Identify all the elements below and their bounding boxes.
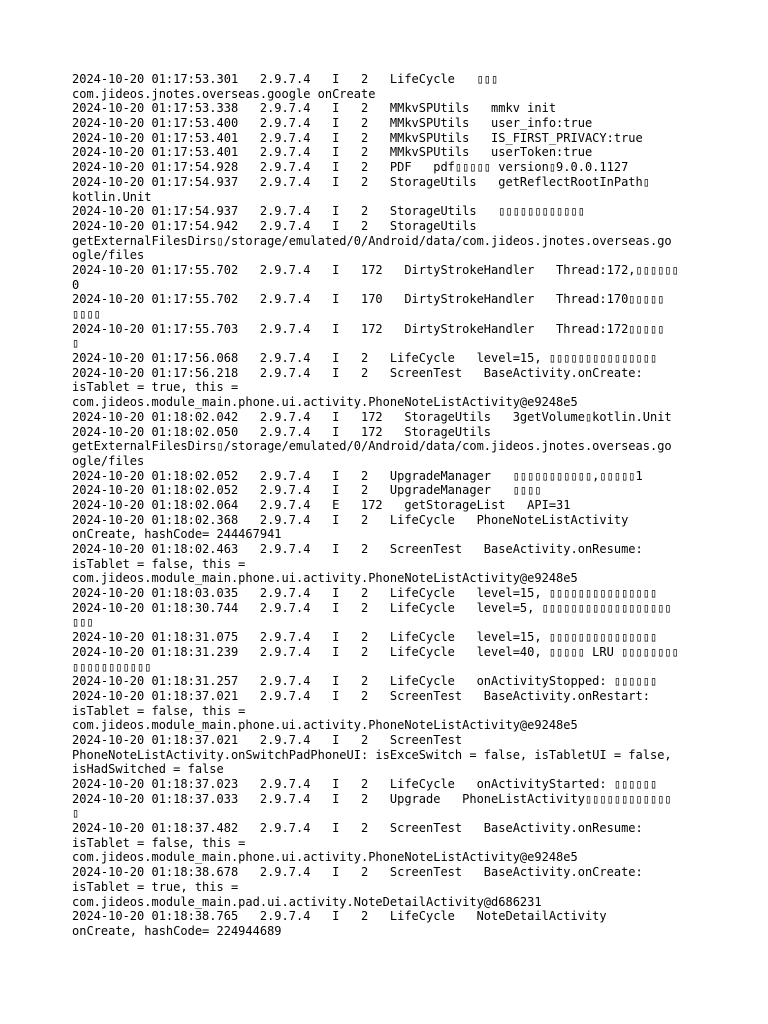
log-line: com.jideos.module_main.phone.ui.activity.PhoneNoteListActivity@e9248e5	[72, 571, 578, 586]
log-line: 2024-10-20 01:17:56.068 2.9.7.4 I 2 LifeCycle level=15, ▯▯▯▯▯▯▯▯▯▯▯▯▯▯▯	[72, 351, 658, 366]
log-line: 2024-10-20 01:18:31.075 2.9.7.4 I 2 LifeCycle level=15, ▯▯▯▯▯▯▯▯▯▯▯▯▯▯▯	[72, 630, 658, 645]
log-line: 2024-10-20 01:18:31.239 2.9.7.4 I 2 LifeCycle level=40, ▯▯▯▯▯ LRU ▯▯▯▯▯▯▯▯	[72, 644, 679, 659]
log-line: ▯▯▯	[72, 615, 94, 630]
log-line: 2024-10-20 01:18:38.765 2.9.7.4 I 2 LifeCycle NoteDetailActivity	[72, 909, 607, 924]
log-line: ogle/files	[72, 453, 145, 468]
log-line: ▯	[72, 336, 80, 351]
log-line: isTablet = false, this =	[72, 556, 246, 571]
log-line: com.jideos.module_main.phone.ui.activity.PhoneNoteListActivity@e9248e5	[72, 850, 578, 865]
log-line: onCreate, hashCode= 224944689	[72, 923, 282, 938]
log-line: 2024-10-20 01:18:02.052 2.9.7.4 I 2 UpgradeManager ▯▯▯▯▯▯▯▯▯▯▯,▯▯▯▯▯1	[72, 468, 643, 483]
log-line: ▯▯▯▯	[72, 307, 101, 321]
log-line: 2024-10-20 01:18:37.021 2.9.7.4 I 2 ScreenTest BaseActivity.onRestart:	[72, 688, 650, 703]
log-line: 2024-10-20 01:17:54.942 2.9.7.4 I 2 StorageUtils	[72, 218, 477, 233]
log-line: 2024-10-20 01:17:54.928 2.9.7.4 I 2 PDF pdf▯▯▯▯▯ version▯9.0.0.1127	[72, 160, 629, 175]
log-line: 2024-10-20 01:17:55.703 2.9.7.4 I 172 DirtyStrokeHandler Thread:172▯▯▯▯▯	[72, 321, 665, 336]
log-line: 2024-10-20 01:18:02.064 2.9.7.4 E 172 getStorageList API=31	[72, 497, 571, 512]
log-line: 2024-10-20 01:18:02.042 2.9.7.4 I 172 StorageUtils 3getVolume▯kotlin.Unit	[72, 409, 672, 424]
log-line: isTablet = false, this =	[72, 835, 246, 850]
log-line: com.jideos.jnotes.overseas.google onCreate	[72, 86, 376, 101]
log-line: isTablet = true, this =	[72, 879, 239, 894]
log-line: 2024-10-20 01:18:30.744 2.9.7.4 I 2 LifeCycle level=5, ▯▯▯▯▯▯▯▯▯▯▯▯▯▯▯▯▯▯	[72, 600, 672, 615]
log-text-block	[72, 72, 702, 939]
log-line: 2024-10-20 01:18:31.257 2.9.7.4 I 2 LifeCycle onActivityStopped: ▯▯▯▯▯▯	[72, 674, 658, 689]
log-line: 2024-10-20 01:18:02.052 2.9.7.4 I 2 UpgradeManager ▯▯▯▯	[72, 483, 542, 498]
log-line: 2024-10-20 01:17:53.400 2.9.7.4 I 2 MMkvSPUtils user_info:true	[72, 116, 593, 131]
log-line: com.jideos.module_main.phone.ui.activity.PhoneNoteListActivity@e9248e5	[72, 395, 578, 410]
log-line: isTablet = false, this =	[72, 703, 246, 718]
log-line: 2024-10-20 01:17:55.702 2.9.7.4 I 170 DirtyStrokeHandler Thread:170▯▯▯▯▯	[72, 292, 665, 307]
log-line: onCreate, hashCode= 244467941	[72, 527, 282, 542]
log-line: 2024-10-20 01:17:53.401 2.9.7.4 I 2 MMkvSPUtils userToken:true	[72, 145, 593, 160]
log-line: 2024-10-20 01:18:02.368 2.9.7.4 I 2 LifeCycle PhoneNoteListActivity	[72, 512, 629, 527]
log-line: 2024-10-20 01:17:56.218 2.9.7.4 I 2 ScreenTest BaseActivity.onCreate:	[72, 365, 643, 380]
log-line: 2024-10-20 01:17:53.338 2.9.7.4 I 2 MMkvSPUtils mmkv init	[72, 101, 557, 116]
log-line: 2024-10-20 01:18:37.482 2.9.7.4 I 2 ScreenTest BaseActivity.onResume:	[72, 821, 643, 836]
log-line: 2024-10-20 01:18:38.678 2.9.7.4 I 2 ScreenTest BaseActivity.onCreate:	[72, 865, 643, 880]
log-line: PhoneNoteListActivity.onSwitchPadPhoneUI: isExceSwitch = false, isTabletUI = false,	[72, 747, 672, 762]
log-line: com.jideos.module_main.pad.ui.activity.NoteDetailActivity@d686231	[72, 894, 542, 909]
log-line: 2024-10-20 01:17:55.702 2.9.7.4 I 172 DirtyStrokeHandler Thread:172,▯▯▯▯▯▯	[72, 262, 679, 277]
log-line: 2024-10-20 01:18:03.035 2.9.7.4 I 2 LifeCycle level=15, ▯▯▯▯▯▯▯▯▯▯▯▯▯▯▯	[72, 586, 658, 601]
log-line: 2024-10-20 01:18:02.463 2.9.7.4 I 2 ScreenTest BaseActivity.onResume:	[72, 542, 643, 556]
log-line: 2024-10-20 01:18:02.050 2.9.7.4 I 172 StorageUtils	[72, 424, 492, 439]
log-line: 2024-10-20 01:18:37.033 2.9.7.4 I 2 Upgrade PhoneListActivity▯▯▯▯▯▯▯▯▯▯▯▯	[72, 791, 672, 806]
log-line: getExternalFilesDirs▯/storage/emulated/0/Android/data/com.jideos.jnotes.overseas.go	[72, 439, 672, 454]
log-line: 2024-10-20 01:17:54.937 2.9.7.4 I 2 StorageUtils getReflectRootInPath▯	[72, 174, 650, 189]
log-line: 2024-10-20 01:17:53.401 2.9.7.4 I 2 MMkvSPUtils IS_FIRST_PRIVACY:true	[72, 130, 643, 145]
log-line: isHadSwitched = false	[72, 762, 224, 777]
log-line: 2024-10-20 01:18:37.023 2.9.7.4 I 2 LifeCycle onActivityStarted: ▯▯▯▯▯▯	[72, 777, 658, 791]
log-line: 0	[72, 277, 80, 292]
log-line: 2024-10-20 01:18:37.021 2.9.7.4 I 2 ScreenTest	[72, 732, 463, 747]
log-line: 2024-10-20 01:17:53.301 2.9.7.4 I 2 LifeCycle ▯▯▯	[72, 72, 499, 86]
log-line: isTablet = true, this =	[72, 380, 239, 395]
log-line: ▯	[72, 806, 80, 821]
log-line: getExternalFilesDirs▯/storage/emulated/0/Android/data/com.jideos.jnotes.overseas.go	[72, 233, 672, 248]
log-line: ogle/files	[72, 248, 145, 263]
log-line: com.jideos.module_main.phone.ui.activity.PhoneNoteListActivity@e9248e5	[72, 718, 578, 733]
log-line: 2024-10-20 01:17:54.937 2.9.7.4 I 2 StorageUtils ▯▯▯▯▯▯▯▯▯▯▯▯	[72, 204, 585, 219]
log-line: ▯▯▯▯▯▯▯▯▯▯▯	[72, 659, 152, 674]
log-line: kotlin.Unit	[72, 189, 152, 204]
